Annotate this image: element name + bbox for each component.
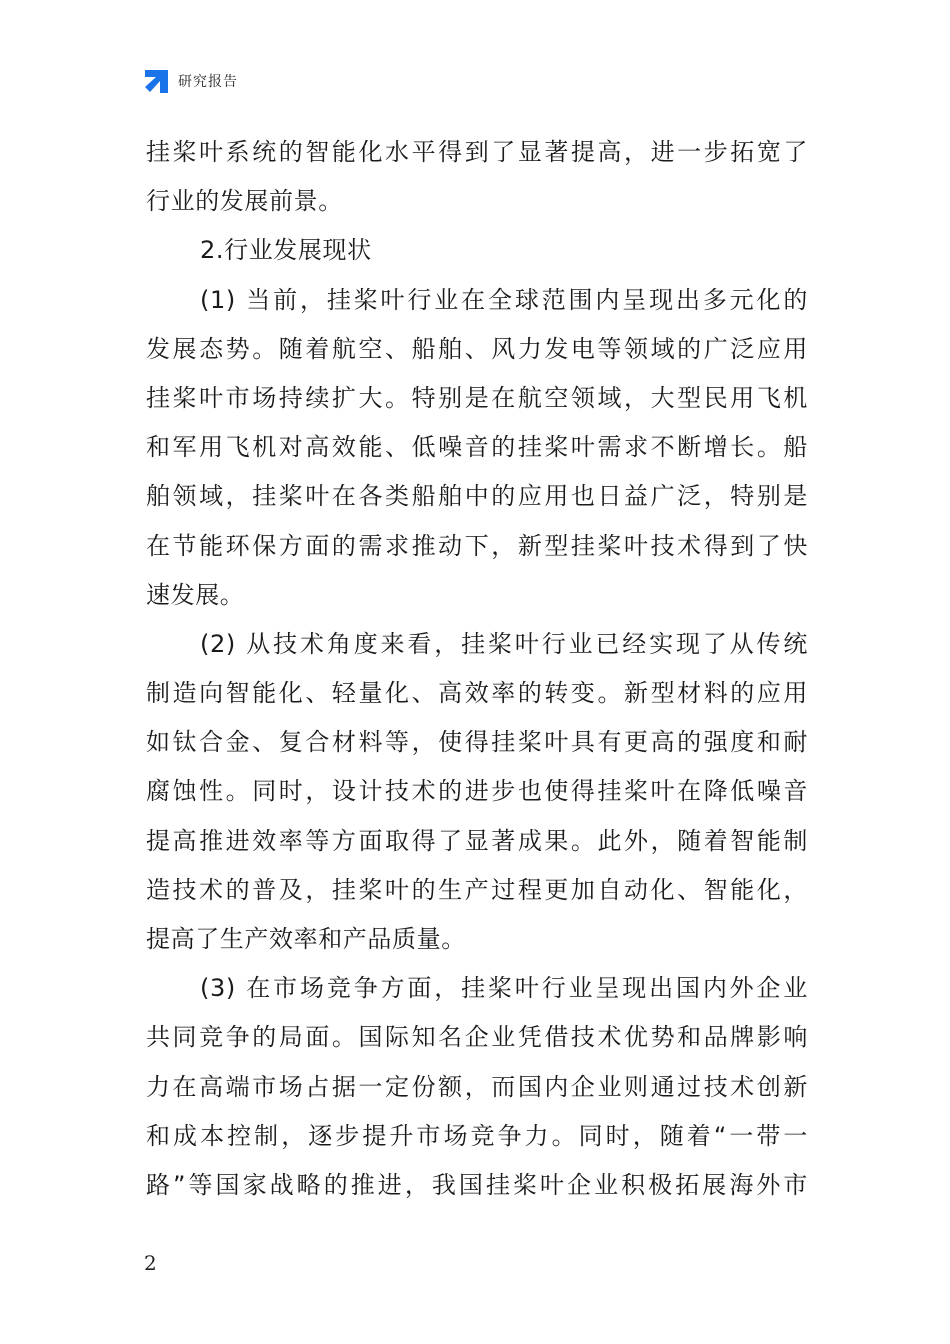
text-line: 在节能环保方面的需求推动下，新型挂桨叶技术得到了快 (146, 531, 808, 560)
text-line: 发展态势。随着航空、船舶、风力发电等领域的广泛应用 (146, 334, 808, 363)
text-line: (2) 从技术角度来看，挂桨叶行业已经实现了从传统 (200, 629, 808, 658)
text-line: 路”等国家战略的推进，我国挂桨叶企业积极拓展海外市 (146, 1170, 808, 1199)
text-line: 提高推进效率等方面取得了显著成果。此外，随着智能制 (146, 826, 808, 855)
text-line: 共同竞争的局面。国际知名企业凭借技术优势和品牌影响 (146, 1023, 808, 1052)
text-line: 提高了生产效率和产品质量。 (146, 925, 466, 953)
page-number: 2 (144, 1251, 157, 1275)
text-line: 腐蚀性。同时，设计技术的进步也使得挂桨叶在降低噪音 (146, 777, 808, 806)
text-line: 挂桨叶市场持续扩大。特别是在航空领域，大型民用飞机 (146, 383, 808, 412)
text-line: (3) 在市场竞争方面，挂桨叶行业呈现出国内外企业 (200, 974, 808, 1003)
text-line: 造技术的普及，挂桨叶的生产过程更加自动化、智能化， (146, 875, 808, 904)
text-line: 如钛合金、复合材料等，使得挂桨叶具有更高的强度和耐 (146, 728, 808, 757)
arrow-up-right-icon (143, 68, 170, 95)
header-title: 研究报告 (178, 74, 238, 90)
body-text (146, 128, 808, 1210)
text-line: 挂桨叶系统的智能化水平得到了显著提高，进一步拓宽了 (146, 138, 808, 166)
text-line: (1) 当前，挂桨叶行业在全球范围内呈现出多元化的 (200, 285, 808, 314)
text-line: 力在高端市场占据一定份额，而国内企业则通过技术创新 (146, 1072, 808, 1101)
text-line: 舶领域，挂桨叶在各类船舶中的应用也日益广泛，特别是 (146, 482, 808, 511)
text-line: 和成本控制，逐步提升市场竞争力。同时，随着“一带一 (146, 1121, 808, 1150)
section-heading: 2.行业发展现状 (200, 236, 372, 265)
text-line: 制造向智能化、轻量化、高效率的转变。新型材料的应用 (146, 679, 808, 708)
text-line: 和军用飞机对高效能、低噪音的挂桨叶需求不断增长。船 (146, 433, 808, 462)
text-line: 速发展。 (146, 580, 245, 609)
text-line: 行业的发展前景。 (146, 187, 343, 216)
report-header (143, 66, 238, 96)
